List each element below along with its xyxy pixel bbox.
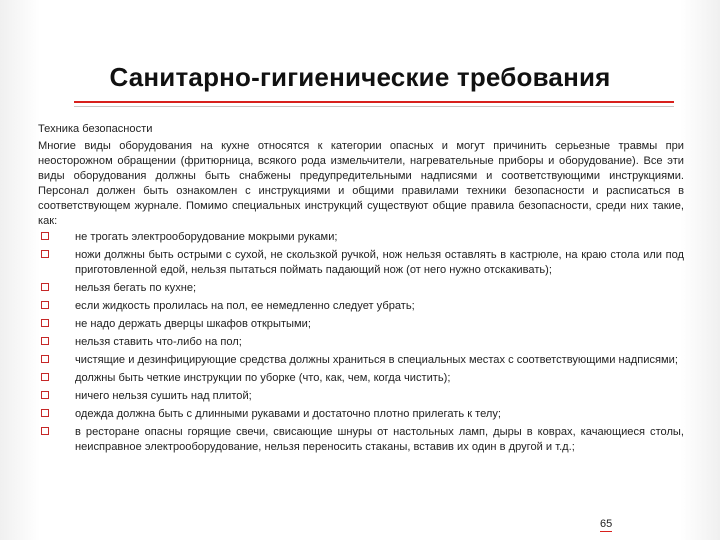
intro-paragraph: Многие виды оборудования на кухне относятся к категории опасных и могут причинить серьезные травмы при неосторожном обращении (фритюрница, всякого рода измельчители, нагревательные приборы и оборудование). Все эти виды оборудования должны быть снабжены предупредительными надписями и соответствующими инструкциями. Персонал должен быть ознакомлен с инструкциями и общими правилами техники безопасности и расписаться в соответствующем журнале. Помимо специальных инструкций существуют общие правила безопасности, среди них такие, как: — [38, 140, 684, 227]
hollow-square-bullet-icon — [41, 301, 49, 309]
hollow-square-bullet-icon — [41, 409, 49, 417]
rule-list-item — [38, 407, 684, 422]
rule-text: одежда должна быть с длинными рукавами и достаточно плотно прилегать к телу; — [75, 408, 502, 420]
rule-list-item — [38, 281, 684, 296]
rule-list-item — [38, 248, 684, 278]
rule-text: чистящие и дезинфицирующие средства должны храниться в специальных местах с соответствующими надписями; — [75, 354, 678, 366]
rule-text: должны быть четкие инструкции по уборке (что, как, чем, когда чистить); — [75, 372, 451, 384]
hollow-square-bullet-icon — [41, 373, 49, 381]
rule-list-item — [38, 317, 684, 332]
rule-list-item — [38, 389, 684, 404]
page-number: 65 — [600, 518, 613, 530]
rule-text: нельзя бегать по кухне; — [75, 282, 197, 294]
hollow-square-bullet-icon — [41, 337, 49, 345]
rule-list-item — [38, 353, 684, 368]
hollow-square-bullet-icon — [41, 319, 49, 327]
rule-text: ножи должны быть острыми с сухой, не скользкой ручкой, нож нельзя оставлять в кастрюле, на краю стола или под приготовленной едой, нельзя пытаться поймать падающий нож (от него нужно отскакивать); — [75, 249, 684, 276]
slide-body — [38, 122, 684, 458]
hollow-square-bullet-icon — [41, 232, 49, 240]
safety-rules-list — [38, 230, 684, 455]
rule-list-item — [38, 230, 684, 245]
section-subheading: Техника безопасности — [38, 123, 153, 135]
rule-list-item — [38, 425, 684, 455]
title-underline-red — [74, 101, 674, 103]
hollow-square-bullet-icon — [41, 355, 49, 363]
rule-text: нельзя ставить что-либо на пол; — [75, 336, 242, 348]
rule-list-item — [38, 299, 684, 314]
rule-text: не надо держать дверцы шкафов открытыми; — [75, 318, 311, 330]
hollow-square-bullet-icon — [41, 250, 49, 258]
rule-text: не трогать электрооборудование мокрыми руками; — [75, 231, 338, 243]
hollow-square-bullet-icon — [41, 391, 49, 399]
rule-list-item — [38, 371, 684, 386]
hollow-square-bullet-icon — [41, 427, 49, 435]
rule-text: если жидкость пролилась на пол, ее немедленно следует убрать; — [75, 300, 415, 312]
title-underline-grey — [74, 106, 674, 107]
rule-text: в ресторане опасны горящие свечи, свисающие шнуры от настольных ламп, дыры в коврах, качающиеся столы, неисправное электрооборудование, нельзя переносить стаканы, вставив их один в другой и т.д.; — [75, 426, 684, 453]
rule-list-item — [38, 335, 684, 350]
slide-title: Санитарно-гигиенические требования — [109, 62, 611, 92]
hollow-square-bullet-icon — [41, 283, 49, 291]
rule-text: ничего нельзя сушить над плитой; — [75, 390, 252, 402]
